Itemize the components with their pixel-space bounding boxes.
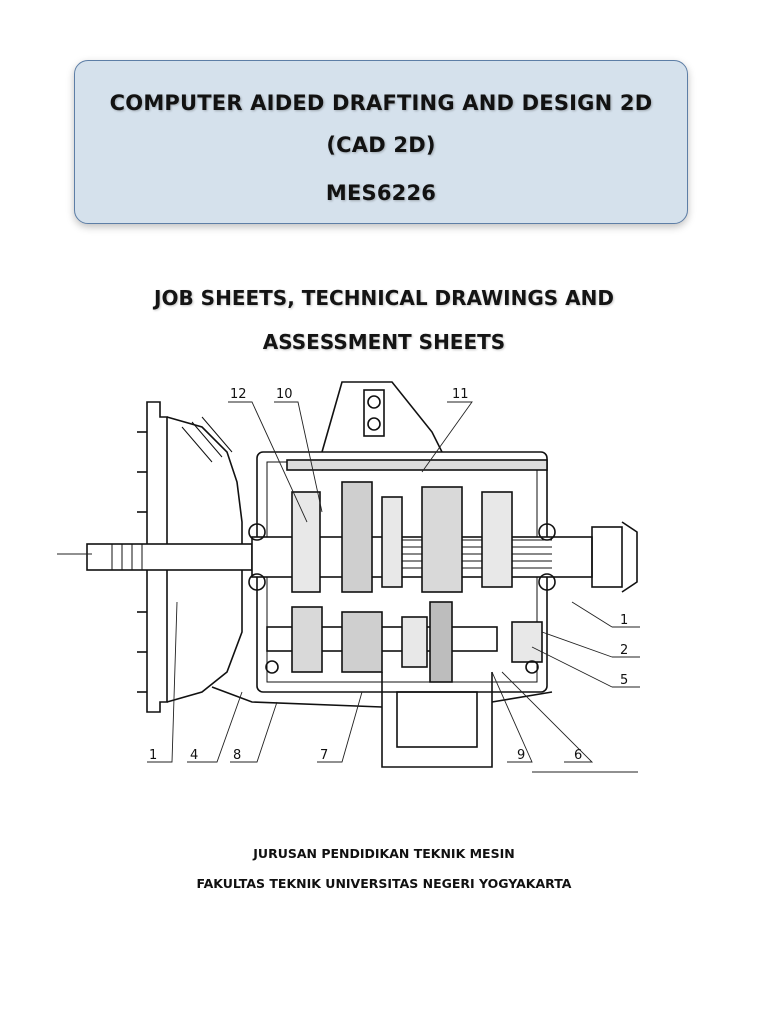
callout-1-right: 1 (620, 613, 629, 628)
faculty-name: FAKULTAS TEKNIK UNIVERSITAS NEGERI YOGYAKARTA (196, 876, 572, 891)
shift-tower (322, 382, 442, 452)
course-code: MES6226 (325, 181, 437, 205)
pto-housing (382, 672, 492, 767)
callout-11: 11 (452, 387, 469, 402)
callout-12: 12 (230, 387, 247, 402)
title-box (74, 60, 688, 224)
course-title: COMPUTER AIDED DRAFTING AND DESIGN 2D (109, 91, 653, 115)
callout-2: 2 (620, 643, 629, 658)
callout-8: 8 (233, 748, 242, 763)
output-flange (592, 527, 622, 587)
callout-4: 4 (190, 748, 199, 763)
department-name: JURUSAN PENDIDIKAN TEKNIK MESIN (253, 846, 515, 861)
callout-10: 10 (276, 387, 293, 402)
callout-1-left: 1 (149, 748, 158, 763)
callout-7: 7 (320, 748, 329, 763)
document-subtitle-line1: JOB SHEETS, TECHNICAL DRAWINGS AND (154, 286, 614, 310)
callout-9: 9 (517, 748, 526, 763)
callout-6: 6 (574, 748, 583, 763)
course-abbreviation: (CAD 2D) (326, 133, 436, 157)
gearbox-technical-drawing (52, 372, 652, 782)
document-subtitle-line2: ASSESSMENT SHEETS (262, 330, 506, 354)
callout-5: 5 (620, 673, 629, 688)
